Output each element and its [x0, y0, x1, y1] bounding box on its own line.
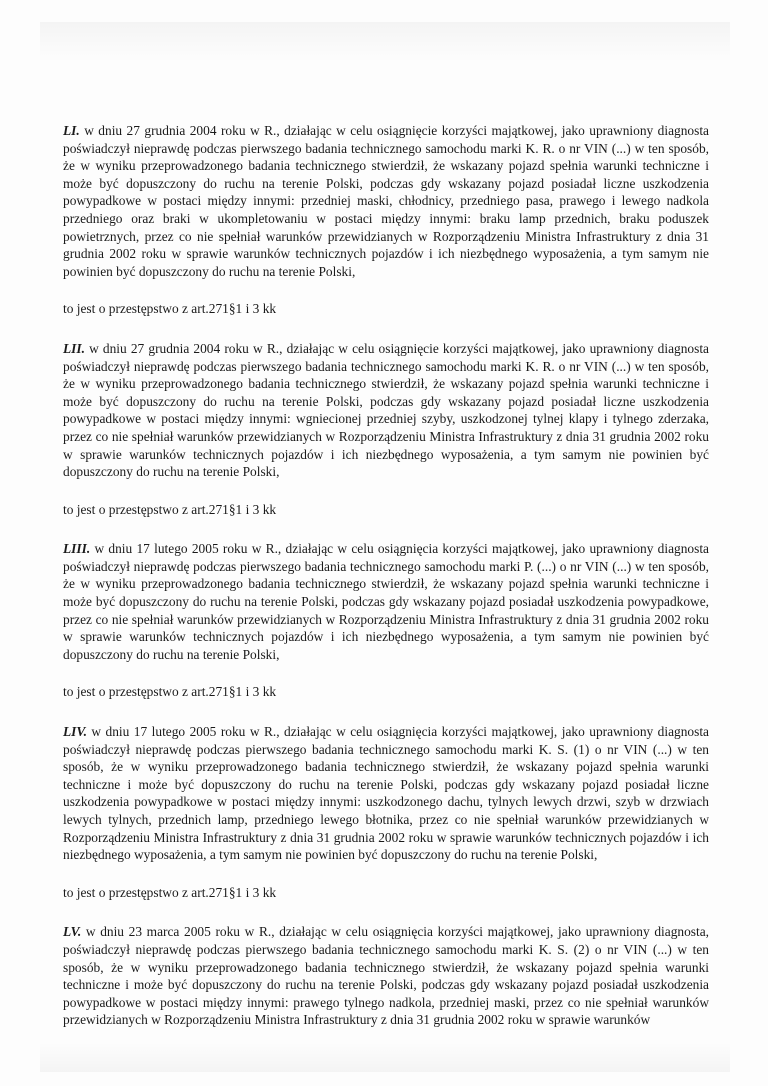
charge-paragraph-lv — [63, 923, 709, 1029]
charge-number: LV. — [63, 924, 82, 940]
charge-paragraph-liii — [63, 540, 709, 663]
charge-number: LIII. — [63, 541, 91, 557]
charge-number: LII. — [63, 340, 85, 356]
legal-qualification: to jest o przestępstwo z art.271§1 i 3 kk — [63, 684, 277, 700]
charge-number: LIV. — [63, 724, 87, 740]
legal-qualification: to jest o przestępstwo z art.271§1 i 3 kk — [63, 501, 277, 517]
charge-text: w dniu 17 lutego 2005 roku w R., działając w celu osiągnięcia korzyści majątkowej, jako uprawniony diagnosta poświadczył nieprawdę podczas pierwszego badania technicznego samochodu marki K. S. (1) o nr VIN (...) w ten sposób, że w wyniku przeprowadzonego badania technicznego stwierdził, że wskazany pojazd spełnia warunki techniczne i może być dopuszczony do ruchu na terenie Polski, podczas gdy wskazany pojazd posiadał liczne uszkodzenia powypadkowe w postaci między innymi: uszkodzonego dachu, tylnych lewych drzwi, szyb w drzwiach lewych tylnych, przednich lamp, przedniego lewego błotnika, przez co nie spełniał warunków przewidzianych w Rozporządzeniu Ministra Infrastruktury z dnia 31 grudnia 2002 roku w sprawie warunków technicznych pojazdów i ich niezbędnego wyposażenia, a tym samym nie powinien być dopuszczony do ruchu na terenie Polski, — [63, 724, 709, 863]
legal-qualification: to jest o przestępstwo z art.271§1 i 3 kk — [63, 884, 277, 900]
legal-qualification: to jest o przestępstwo z art.271§1 i 3 kk — [63, 301, 277, 317]
charge-text: w dniu 27 grudnia 2004 roku w R., działając w celu osiągnięcie korzyści majątkowej, jako uprawniony diagnosta poświadczył nieprawdę podczas pierwszego badania technicznego samochodu marki K. R. o nr VIN (...) w ten sposób, że w wyniku przeprowadzonego badania technicznego stwierdził, że wskazany pojazd spełnia warunki techniczne i może być dopuszczony do ruchu na terenie Polski, podczas gdy wskazany pojazd posiadał liczne uszkodzenia powypadkowe w postaci między innymi: przedniej maski, chłodnicy, przedniego pasa, prawego i lewego nadkola przedniego oraz braki w ukompletowaniu w postaci między innymi: braku lamp przednich, braku poduszek powietrznych, przez co nie spełniał warunków przewidzianych w Rozporządzeniu Ministra Infrastruktury z dnia 31 grudnia 2002 roku w sprawie warunków technicznych pojazdów i ich niezbędnego wyposażenia, a tym samym nie powinien być dopuszczony do ruchu na terenie Polski, — [63, 123, 709, 279]
charge-number: LI. — [63, 123, 80, 138]
charge-paragraph-li — [63, 122, 709, 280]
charge-paragraph-lii — [63, 340, 709, 481]
charge-text: w dniu 23 marca 2005 roku w R., działając w celu osiągnięcia korzyści majątkowej, jako uprawniony diagnosta, poświadczył nieprawdę podczas pierwszego badania technicznego samochodu marki K. S. (2) o nr VIN (...) w ten sposób, że w wyniku przeprowadzonego badania technicznego stwierdził, że wskazany pojazd spełnia warunki techniczne i może być dopuszczony do ruchu na terenie Polski, podczas gdy wskazany pojazd posiadał uszkodzenia powypadkowe w postaci między innymi: prawego tylnego nadkola, przedniej maski, przez co nie spełniał warunków przewidzianych w Rozporządzeniu Ministra Infrastruktury z dnia 31 grudnia 2002 roku w sprawie warunków — [63, 924, 709, 1028]
document-body — [63, 122, 709, 1049]
charge-paragraph-liv — [63, 723, 709, 864]
scan-bleed-bottom — [40, 1042, 730, 1072]
charge-text: w dniu 27 grudnia 2004 roku w R., działając w celu osiągnięcie korzyści majątkowej, jako uprawniony diagnosta poświadczył nieprawdę podczas pierwszego badania technicznego samochodu marki K. R. o nr VIN (...) w ten sposób, że w wyniku przeprowadzonego badania technicznego stwierdził, że wskazany pojazd spełnia warunki techniczne i może być dopuszczony do ruchu na terenie Polski, podczas gdy wskazany pojazd posiadał liczne uszkodzenia powypadkowe w postaci między innymi: wgniecionej przedniej szyby, uszkodzonej tylnej klapy i tylnego zderzaka, przez co nie spełniał warunków przewidzianych w Rozporządzeniu Ministra Infrastruktury z dnia 31 grudnia 2002 roku w sprawie warunków technicznych pojazdów i ich niezbędnego wyposażenia, a tym samym nie powinien być dopuszczony do ruchu na terenie Polski, — [63, 340, 709, 480]
scan-bleed-top — [40, 22, 730, 62]
charge-text: w dniu 17 lutego 2005 roku w R., działając w celu osiągnięcia korzyści majątkowej, jako uprawniony diagnosta poświadczył nieprawdę podczas pierwszego badania technicznego samochodu marki P. (...) o nr VIN (...) w ten sposób, że w wyniku przeprowadzonego badania technicznego stwierdził, że wskazany pojazd spełnia warunki techniczne i może być dopuszczony do ruchu na terenie Polski, podczas gdy wskazany pojazd posiadał uszkodzenia powypadkowe, przez co nie spełniał warunków przewidzianych w Rozporządzeniu Ministra Infrastruktury z dnia 31 grudnia 2002 roku w sprawie warunków technicznych pojazdów i ich niezbędnego wyposażenia, a tym samym nie powinien być dopuszczony do ruchu na terenie Polski, — [63, 541, 709, 662]
